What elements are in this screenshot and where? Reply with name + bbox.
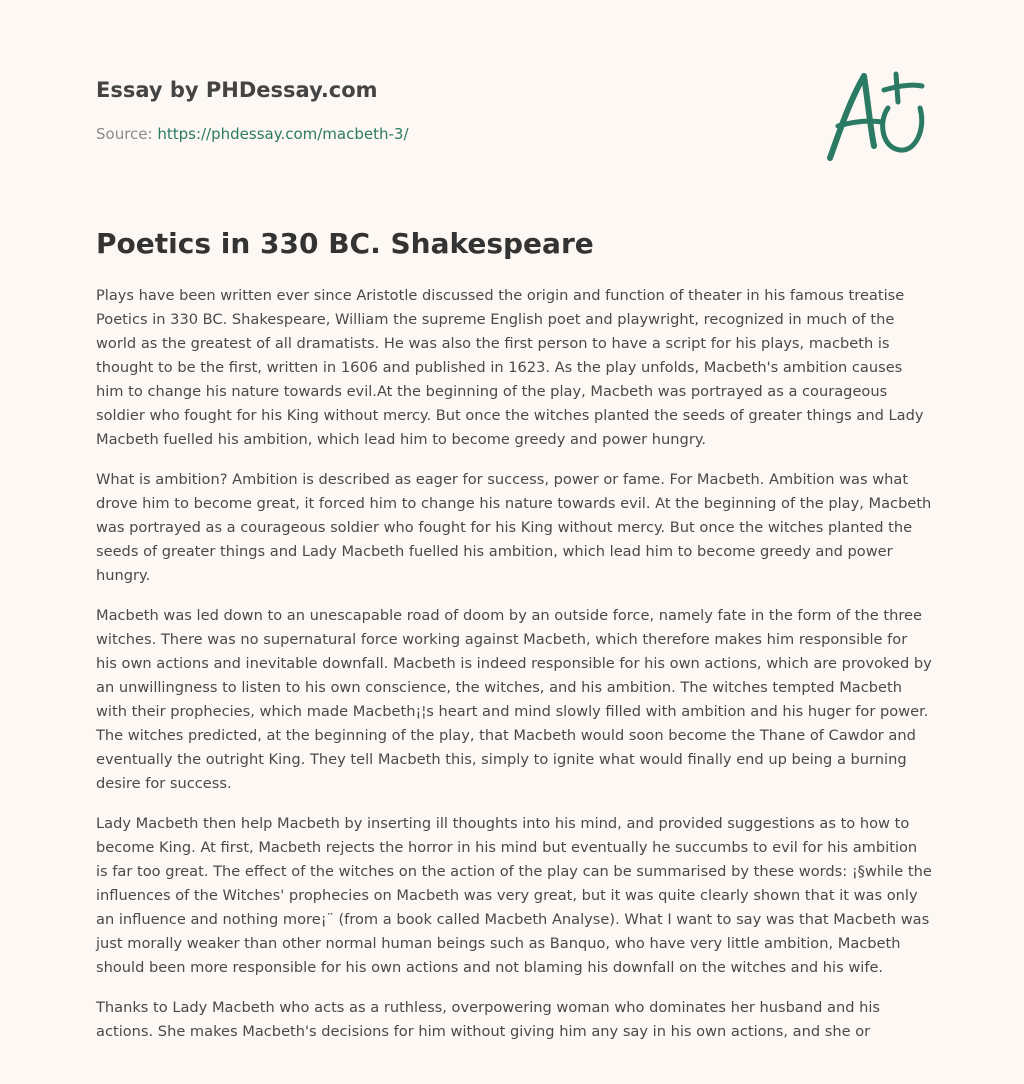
- essay-title: Poetics in 330 BC. Shakespeare: [96, 227, 594, 260]
- essay-paragraph: What is ambition? Ambition is described as eager for success, power or fame. For Macbeth. Ambition was what drove him to become great, it forced him to change his nature towards evil. At the beginning of the play, Macbeth was portrayed as a courageous soldier who fought for his King without mercy. But once the witches planted the seeds of greater things and Lady Macbeth fuelled his ambition, which lead him to become greedy and power hungry.: [96, 471, 932, 584]
- a-plus-logo-icon: [818, 64, 938, 168]
- site-title: Essay by PHDessay.com: [96, 78, 378, 102]
- source-label: Source:: [96, 125, 158, 143]
- essay-paragraph: Plays have been written ever since Aristotle discussed the origin and function of theater in his famous treatise Poetics in 330 BC. Shakespeare, William the supreme English poet and playwright, recognized in much of the world as the greatest of all dramatists. He was also the first person to have a script for his plays, macbeth is thought to be the first, written in 1606 and published in 1623. As the play unfolds, Macbeth's ambition causes him to change his nature towards evil.At the beginning of the play, Macbeth was portrayed as a courageous soldier who fought for his King without mercy. But once the witches planted the seeds of greater things and Lady Macbeth fuelled his ambition, which lead him to become greedy and power hungry.: [96, 287, 924, 448]
- essay-paragraph: Lady Macbeth then help Macbeth by inserting ill thoughts into his mind, and provided suggestions as to how to become King. At first, Macbeth rejects the horror in his mind but eventually he succumbs to evil for his ambition is far too great. The effect of the witches on the action of the play can be summarised by these words: ¡§while the influences of the Witches' prophecies on Macbeth was very great, but it was quite clearly shown that it was only an influence and nothing more¡¨ (from a book called Macbeth Analyse). What I want to say was that Macbeth was just morally weaker than other normal human beings such as Banquo, who have very little ambition, Macbeth should been more responsible for his own actions and not blaming his downfall on the witches and his wife.: [96, 815, 932, 976]
- page-header: [96, 74, 696, 144]
- essay-paragraph: Thanks to Lady Macbeth who acts as a ruthless, overpowering woman who dominates her husband and his actions. She makes Macbeth's decisions for him without giving him any say in his own actions, and she or: [96, 999, 881, 1040]
- essay-body: [96, 284, 932, 1060]
- source-link[interactable]: https://phdessay.com/macbeth-3/: [157, 125, 409, 143]
- source-line: [96, 124, 696, 144]
- essay-paragraph: Macbeth was led down to an unescapable road of doom by an outside force, namely fate in the form of the three witches. There was no supernatural force working against Macbeth, which therefore makes him responsible for his own actions and inevitable downfall. Macbeth is indeed responsible for his own actions, which are provoked by an unwillingness to listen to his own conscience, the witches, and his ambition. The witches tempted Macbeth with their prophecies, which made Macbeth¡¦s heart and mind slowly filled with ambition and his huger for power. The witches predicted, at the beginning of the play, that Macbeth would soon become the Thane of Cawdor and eventually the outright King. They tell Macbeth this, simply to ignite what would finally end up being a burning desire for success.: [96, 607, 932, 792]
